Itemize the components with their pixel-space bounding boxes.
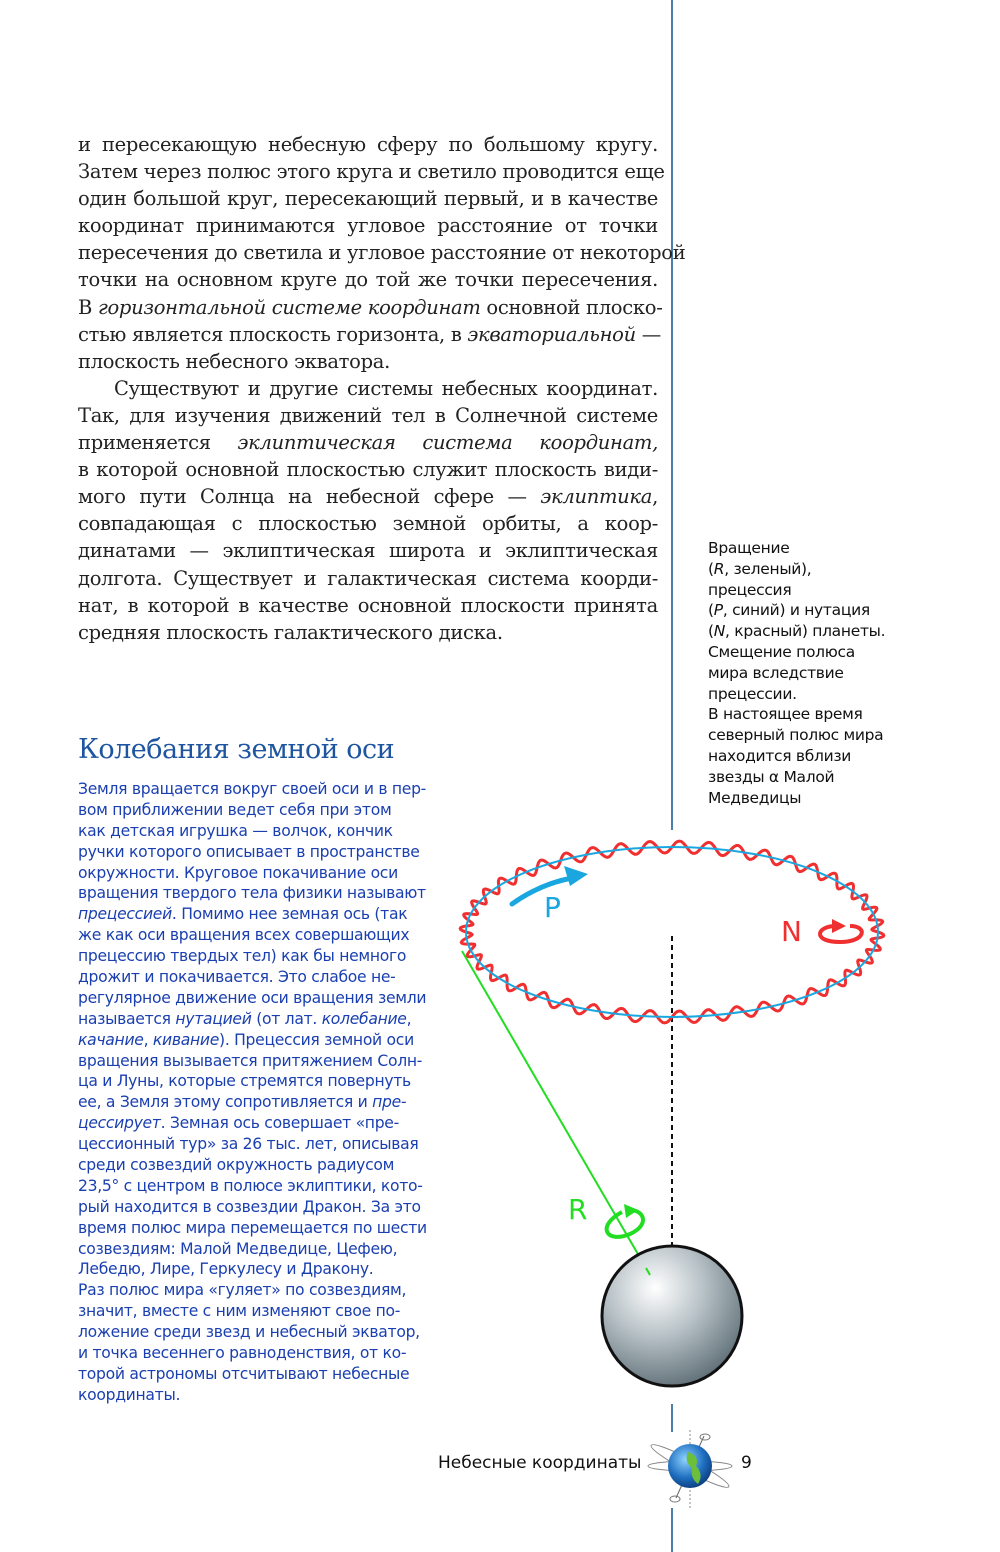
text-segment: мого пути Солнца на небесной сфере — [78,485,541,509]
text-segment: ее, а Земля этому сопротивляется и [78,1093,373,1112]
text-segment: торой астрономы отсчитывают небесные [78,1364,410,1383]
text-segment: вращения вызывается притяжением Солн- [78,1051,423,1070]
nutation-rotation-icon [820,919,862,942]
text-segment: значит, вместе с ним изменяют свое по- [78,1302,401,1321]
italic-term: эклиптика [540,485,653,509]
text-segment: называется [78,1009,176,1028]
text-segment: Так, для изучения движений тел в Солнечной системе [78,403,658,427]
text-segment: ручки которого описывает в пространстве [78,842,420,861]
text-segment: ( [708,622,714,641]
italic-term: качание [78,1030,144,1049]
running-footer-title: Небесные координаты [438,1453,642,1473]
rotation-axis-line [462,951,646,1268]
text-segment: как детская игрушка — волчок, кончик [78,821,393,840]
text-segment: динатами — эклиптическая широта и эклиптическая [78,539,658,563]
text-segment: ложение среди звезд и небесный экватор, [78,1323,420,1342]
text-segment: прецессии. [708,684,797,703]
italic-term: горизонтальной системе координат [97,295,481,319]
text-segment: же как оси вращения всех совершающих [78,926,410,945]
text-segment: плоскость небесного экватора. [78,349,390,373]
text-segment: и точка весеннего равноденствия, от ко- [78,1344,407,1363]
text-segment: координаты. [78,1385,181,1404]
text-segment: — [635,322,661,346]
text-segment: Смещение полюса [708,642,855,661]
text-segment: долгота. Существует и галактическая система коорди- [78,566,658,590]
text-segment: В [78,295,98,319]
text-segment: , синий) и нутация [722,601,870,620]
text-segment: в которой основной плоскостью служит плоскость види- [78,458,658,482]
text-segment: , [143,1030,153,1049]
label-p: P [544,891,561,924]
text-segment: нат, в которой в качестве основной плоскости принята [78,593,658,617]
italic-term: колебание [321,1009,407,1028]
section-heading: Колебания земной оси [78,734,395,765]
text-segment: мира вследствие [708,663,844,682]
text-segment: прецессия [708,580,792,599]
text-segment: звезды α Малой [708,767,835,786]
text-segment: вращения твердого тела физики называют [78,884,426,903]
text-segment: точки на основном круге до той же точки пересечения. [78,268,658,292]
italic-term: кивание [152,1030,220,1049]
text-segment: окружности. Круговое покачивание оси [78,863,398,882]
text-segment: , зеленый), [724,559,812,578]
text-segment: ( [708,601,714,620]
italic-term: N [713,622,726,641]
text-segment: Существуют и другие системы небесных координат. [114,376,658,400]
page-number: 9 [741,1453,752,1473]
text-segment: вом приближении ведет себя при этом [78,800,392,819]
italic-term: R [713,559,725,578]
italic-term: цессирует [78,1114,161,1133]
text-segment: (от лат. [251,1009,322,1028]
label-n: N [781,915,802,948]
text-segment: Лебедю, Лире, Геркулесу и Дракону. [78,1260,374,1279]
text-segment: регулярное движение оси вращения земли [78,988,427,1007]
earth-sphere [602,1246,742,1386]
text-segment: дрожит и покачивается. Это слабое не- [78,968,396,987]
text-segment: , [406,1009,412,1028]
text-segment: рый находится в созвездии Дракон. За это [78,1197,421,1216]
text-segment: созвездиям: Малой Медведице, Цефею, [78,1239,398,1258]
italic-term: нутацией [175,1009,252,1028]
text-segment: . Земная ось совершает «пре- [160,1114,399,1133]
italic-term: эклиптическая система координат, [237,431,658,455]
globe-icon [648,1430,732,1508]
text-segment: Раз полюс мира «гуляет» по созвездиям, [78,1281,407,1300]
text-segment: Медведицы [708,788,802,807]
text-segment: северный полюс мира [708,726,884,745]
precession-arrowhead-icon [564,866,588,886]
precession-arrow-icon [512,878,572,904]
text-segment: средняя плоскость галактического диска. [78,620,503,644]
text-segment: основной плоско- [480,295,663,319]
text-segment: прецессию твердых тел) как бы немного [78,947,407,966]
text-segment: стью является плоскость горизонта, в [78,322,468,346]
italic-term: пре- [372,1093,407,1112]
text-segment: время полюс мира перемещается по шести [78,1218,427,1237]
text-segment: . Помимо нее земная ось (так [171,905,408,924]
text-segment: среди созвездий окружность радиусом [78,1156,395,1175]
italic-term: прецессией [78,905,172,924]
text-segment: Земля вращается вокруг своей оси и в пер- [78,780,427,798]
text-segment: , красный) планеты. [725,622,886,641]
text-segment: координат принимаются угловое расстояние от точки [78,214,658,238]
italic-term: P [713,601,723,620]
text-segment: В настоящее время [708,705,863,724]
italic-term: экваториальной [467,322,636,346]
label-r: R [568,1193,588,1226]
text-segment: один большой круг, пересекающий первый, и в качестве [78,187,658,211]
text-segment: пересечения до светила и угловое расстояние от некоторой [78,241,686,265]
text-segment: Вращение [708,539,790,557]
text-segment: ). Прецессия земной оси [219,1030,414,1049]
text-segment: ( [708,559,714,578]
text-segment: ца и Луны, которые стремятся повернуть [78,1072,411,1091]
text-segment: цессионный тур» за 26 тыс. лет, описывая [78,1135,419,1154]
text-segment: Затем через полюс этого круга и светило проводится еще [78,160,665,184]
text-segment: 23,5° с центром в полюсе эклиптики, кото- [78,1176,423,1195]
text-segment: совпадающая с плоскостью земной орбиты, а коор- [78,512,658,536]
text-segment: , [652,485,658,509]
text-segment: применяется [78,431,238,455]
text-segment: и пересекающую небесную сферу по большому кругу. [78,133,658,156]
text-segment: находится вблизи [708,746,852,765]
